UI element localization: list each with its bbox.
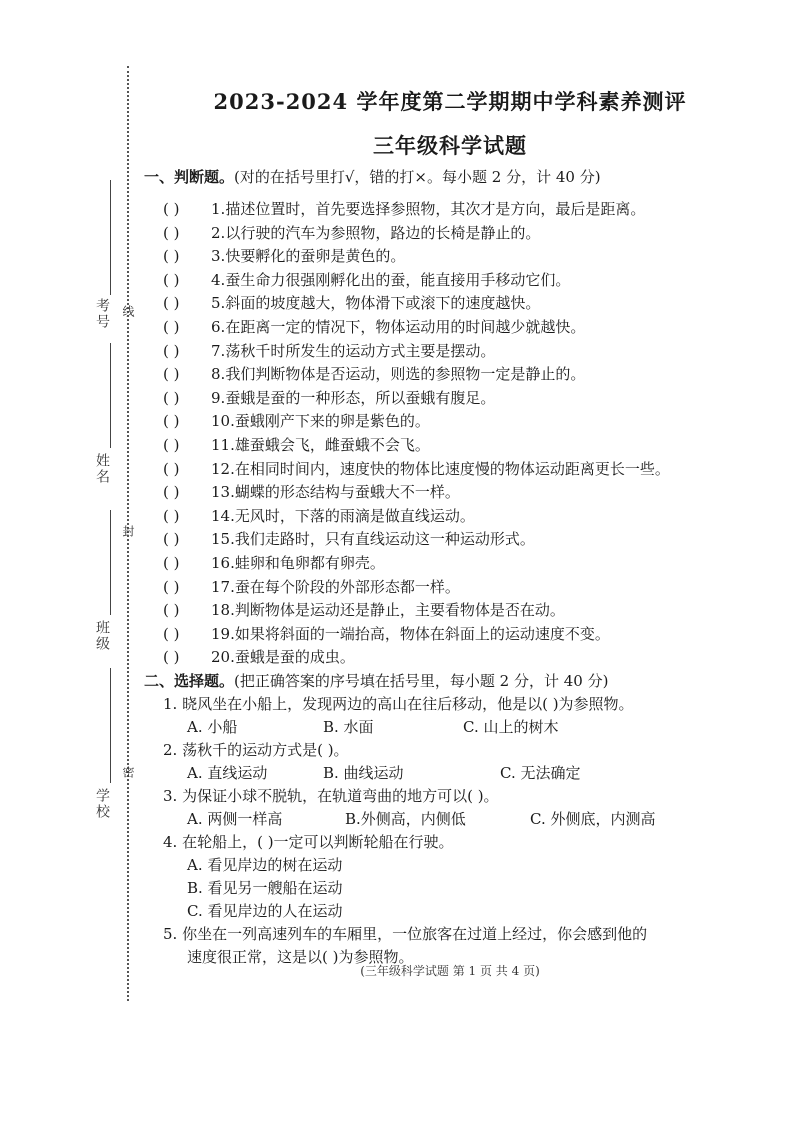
question-number: 5. (211, 294, 226, 312)
choice-question-2: 2. 荡秋千的运动方式是( )。 (163, 741, 349, 759)
tf-question (163, 363, 585, 385)
question-text: 荡秋千时所发生的运动方式主要是摆动。 (225, 342, 496, 360)
question-number: 15. (211, 530, 235, 548)
answer-parentheses[interactable]: ( ) (163, 530, 180, 548)
section1-instructions: (对的在括号里打√，错的打×。每小题 2 分，计 40 分) (234, 168, 601, 186)
question-number: 16. (211, 554, 235, 572)
question-number: 1. (211, 200, 226, 218)
choice-question-1: 1. 晓风坐在小船上，发现两边的高山在往后移动，他是以( )为参照物。 (163, 695, 634, 713)
section1-header (144, 166, 601, 187)
section2-instructions: (把正确答案的序号填在括号里，每小题 2 分，计 40 分) (234, 672, 609, 690)
question-number: 9. (211, 389, 226, 407)
section2-heading: 二、选择题。 (144, 672, 235, 690)
choice-question-5-continued: 速度很正常，这是以( )为参照物。 (187, 948, 414, 966)
tf-question (163, 623, 610, 645)
tf-question (163, 481, 460, 503)
answer-parentheses[interactable]: ( ) (163, 554, 180, 572)
question-number: 10. (211, 412, 235, 430)
tf-question (163, 316, 585, 338)
q4-option-a[interactable]: A. 看见岸边的树在运动 (187, 856, 343, 874)
name-label: 姓名 (94, 453, 110, 485)
question-text: 我们判断物体是否运动，则选的参照物一定是静止的。 (225, 365, 586, 383)
q1-option-c[interactable]: C. 山上的树木 (463, 718, 559, 736)
q3-option-c[interactable]: C. 外侧底，内测高 (530, 810, 656, 828)
question-number: 17. (211, 578, 235, 596)
question-text: 蚕蛾刚产下来的卵是紫色的。 (234, 412, 430, 430)
tf-question (163, 410, 430, 432)
class-field[interactable] (110, 510, 111, 615)
question-number: 13. (211, 483, 235, 501)
tf-question (163, 458, 670, 480)
exam-number-field[interactable] (110, 180, 111, 295)
answer-parentheses[interactable]: ( ) (163, 271, 180, 289)
answer-parentheses[interactable]: ( ) (163, 412, 180, 430)
answer-parentheses[interactable]: ( ) (163, 224, 180, 242)
tf-question (163, 292, 540, 314)
exam-subtitle: 三年级科学试题 (373, 133, 527, 158)
question-number: 6. (211, 318, 226, 336)
tf-question (163, 552, 385, 574)
question-number: 2. (211, 224, 226, 242)
question-text: 蚕在每个阶段的外部形态都一样。 (234, 578, 460, 596)
question-text: 以行驶的汽车为参照物，路边的长椅是静止的。 (225, 224, 541, 242)
q2-option-b[interactable]: B. 曲线运动 (323, 764, 404, 782)
choice-question-5: 5. 你坐在一列高速列车的车厢里，一位旅客在过道上经过，你会感到他的 (163, 925, 648, 943)
question-number: 12. (211, 460, 235, 478)
answer-parentheses[interactable]: ( ) (163, 389, 180, 407)
q4-option-b[interactable]: B. 看见另一艘船在运动 (187, 879, 343, 897)
answer-parentheses[interactable]: ( ) (163, 318, 180, 336)
tf-question (163, 528, 535, 550)
q3-option-a[interactable]: A. 两侧一样高 (187, 810, 283, 828)
question-text: 在距离一定的情况下，物体运动用的时间越少就越快。 (225, 318, 586, 336)
question-number: 14. (211, 507, 235, 525)
question-text: 斜面的坡度越大，物体滑下或滚下的速度越快。 (225, 294, 541, 312)
tf-question (163, 198, 645, 220)
name-field[interactable] (110, 343, 111, 448)
question-text: 快要孵化的蚕卵是黄色的。 (225, 247, 406, 265)
question-text: 蛙卵和龟卵都有卵壳。 (234, 554, 385, 572)
seal-mark-feng: 封 (121, 525, 135, 537)
q2-option-a[interactable]: A. 直线运动 (187, 764, 268, 782)
question-text: 蝴蝶的形态结构与蚕蛾大不一样。 (234, 483, 460, 501)
question-text: 无风时，下落的雨滴是做直线运动。 (234, 507, 475, 525)
q1-option-b[interactable]: B. 水面 (323, 718, 374, 736)
q2-option-c[interactable]: C. 无法确定 (500, 764, 581, 782)
tf-question (163, 599, 565, 621)
seal-mark-xian: 线 (121, 305, 135, 317)
school-label: 学校 (94, 788, 110, 820)
question-number: 20. (211, 648, 235, 666)
q3-option-b[interactable]: B.外侧高，内侧低 (345, 810, 466, 828)
question-text: 蚕生命力很强刚孵化出的蚕，能直接用手移动它们。 (225, 271, 571, 289)
section1-heading: 一、判断题。 (144, 168, 235, 186)
exam-title: 2023-2024 学年度第二学期期中学科素养测评 (213, 89, 687, 114)
question-number: 11. (211, 436, 235, 454)
answer-parentheses[interactable]: ( ) (163, 436, 180, 454)
question-text: 描述位置时，首先要选择参照物，其次才是方向，最后是距离。 (225, 200, 646, 218)
answer-parentheses[interactable]: ( ) (163, 342, 180, 360)
answer-parentheses[interactable]: ( ) (163, 625, 180, 643)
question-number: 7. (211, 342, 226, 360)
question-text: 我们走路时，只有直线运动这一种运动形式。 (234, 530, 535, 548)
question-number: 19. (211, 625, 235, 643)
tf-question (163, 434, 430, 456)
answer-parentheses[interactable]: ( ) (163, 578, 180, 596)
tf-question (163, 245, 405, 267)
question-number: 18. (211, 601, 235, 619)
question-text: 在相同时间内，速度快的物体比速度慢的物体运动距离更长一些。 (234, 460, 670, 478)
answer-parentheses[interactable]: ( ) (163, 294, 180, 312)
question-number: 3. (211, 247, 226, 265)
page-footer: (三年级科学试题 第 1 页 共 4 页) (360, 964, 540, 978)
answer-parentheses[interactable]: ( ) (163, 601, 180, 619)
q1-option-a[interactable]: A. 小船 (187, 718, 238, 736)
answer-parentheses[interactable]: ( ) (163, 483, 180, 501)
seal-mark-mi: 密 (121, 766, 135, 778)
class-label: 班级 (94, 620, 110, 652)
exam-number-label: 考号 (94, 298, 110, 330)
question-text: 雄蚕蛾会飞，雌蚕蛾不会飞。 (234, 436, 430, 454)
tf-question (163, 505, 475, 527)
answer-parentheses[interactable]: ( ) (163, 365, 180, 383)
tf-question (163, 387, 495, 409)
tf-question (163, 646, 355, 668)
answer-parentheses[interactable]: ( ) (163, 200, 180, 218)
answer-parentheses[interactable]: ( ) (163, 648, 180, 666)
section2-header (144, 670, 608, 691)
question-text: 如果将斜面的一端抬高，物体在斜面上的运动速度不变。 (234, 625, 610, 643)
tf-question (163, 340, 495, 362)
choice-question-3: 3. 为保证小球不脱轨，在轨道弯曲的地方可以( )。 (163, 787, 499, 805)
choice-question-4: 4. 在轮船上，( )一定可以判断轮船在行驶。 (163, 833, 454, 851)
tf-question (163, 576, 460, 598)
answer-parentheses[interactable]: ( ) (163, 507, 180, 525)
question-number: 4. (211, 271, 226, 289)
question-text: 蚕蛾是蚕的成虫。 (234, 648, 355, 666)
answer-parentheses[interactable]: ( ) (163, 460, 180, 478)
question-number: 8. (211, 365, 226, 383)
tf-question (163, 269, 570, 291)
q4-option-c[interactable]: C. 看见岸边的人在运动 (187, 902, 343, 920)
answer-parentheses[interactable]: ( ) (163, 247, 180, 265)
question-text: 判断物体是运动还是静止，主要看物体是否在动。 (234, 601, 565, 619)
tf-question (163, 222, 540, 244)
school-field[interactable] (110, 668, 111, 783)
question-text: 蚕蛾是蚕的一种形态，所以蚕蛾有腹足。 (225, 389, 496, 407)
